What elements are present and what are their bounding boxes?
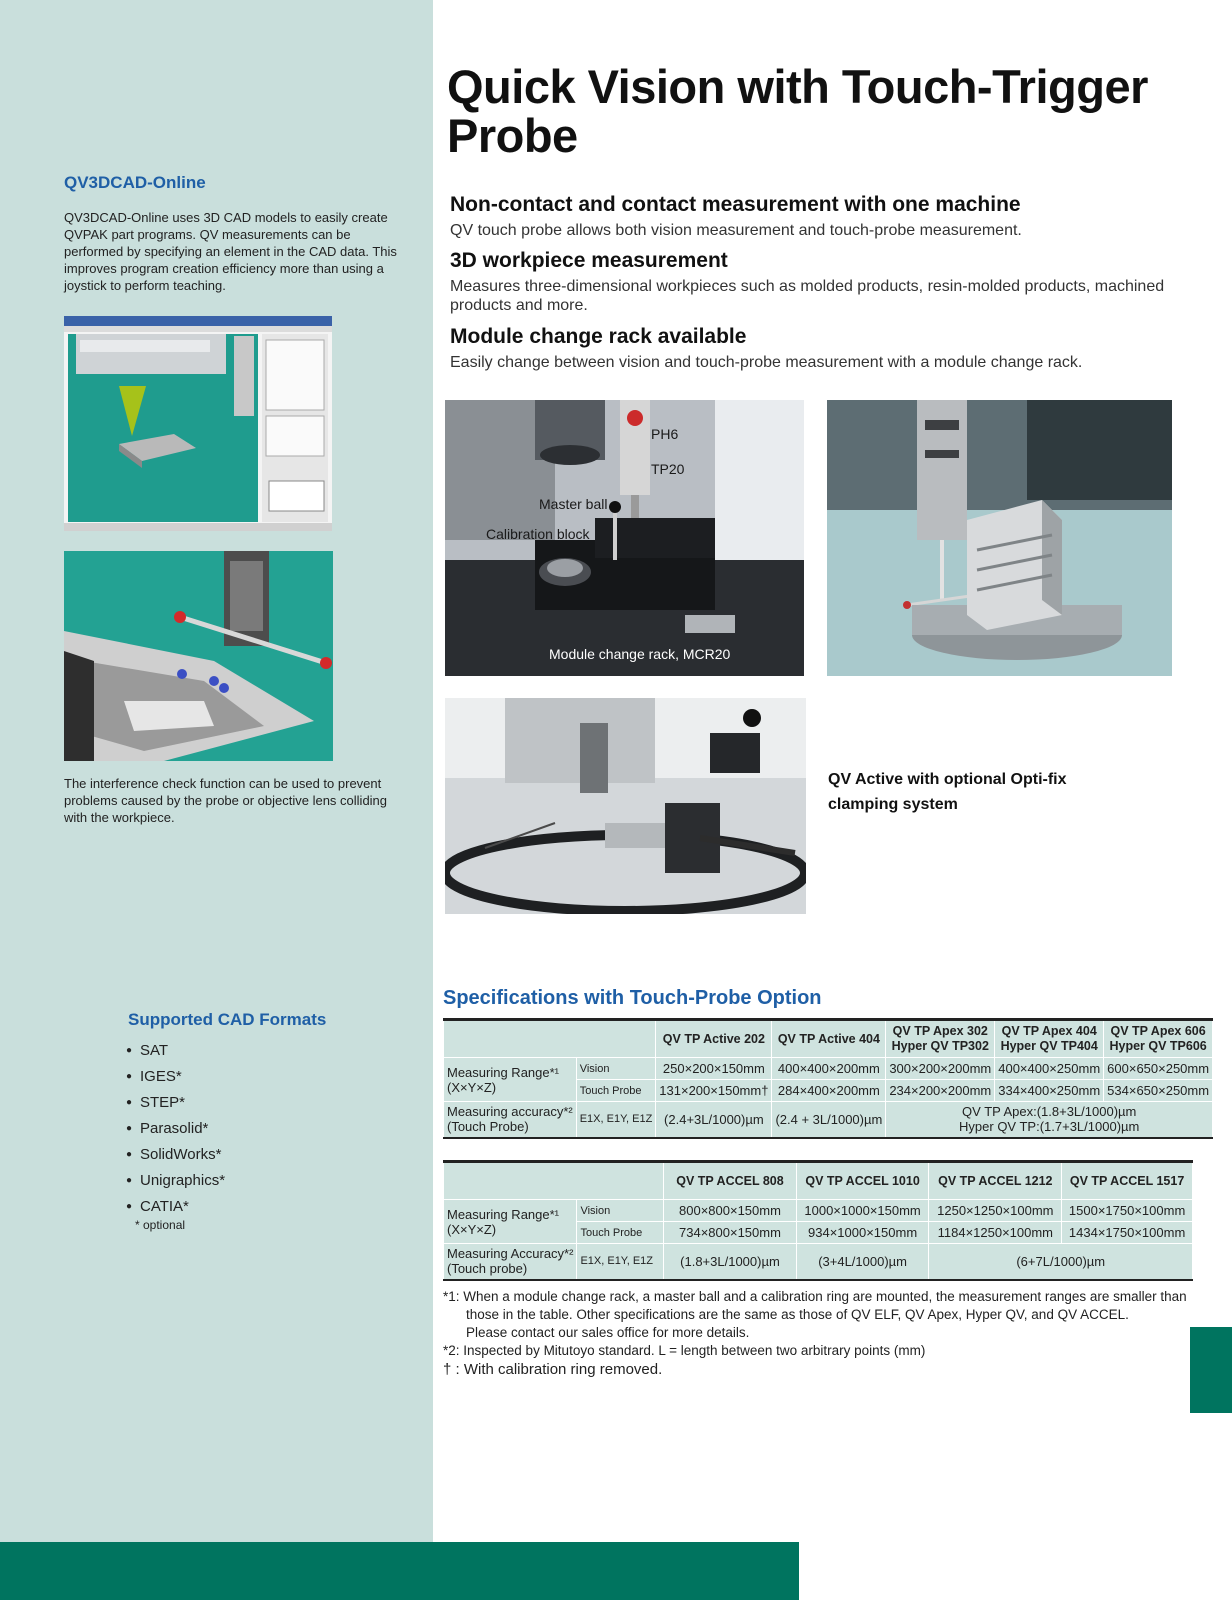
table-cell: 1000×1000×150mm [796, 1200, 929, 1222]
bullet-icon: ● [126, 1071, 133, 1083]
model-header: QV TP ACCEL 1517 [1062, 1162, 1193, 1200]
table-cell: (2.4 + 3L/1000)µm [772, 1102, 886, 1138]
feature-text: Easily change between vision and touch-probe measurement with a module change rack. [450, 354, 1083, 371]
feature-heading: 3D workpiece measurement [450, 249, 728, 272]
cad-format-item: ● IGES* [126, 1064, 225, 1090]
label-ph6: PH6 [651, 426, 679, 442]
specs-table-active-apex [443, 1018, 1213, 1139]
table-cell: 400×400×250mm [995, 1058, 1104, 1080]
qv3dcad-heading: QV3DCAD-Online [64, 173, 206, 192]
bullet-icon: ● [126, 1149, 133, 1161]
cad-format-item: ● STEP* [126, 1090, 225, 1116]
table-row [444, 1200, 1193, 1222]
table-cell: 131×200×150mm† [656, 1080, 772, 1102]
feature-text: QV touch probe allows both vision measurement and touch-probe measurement. [450, 222, 1022, 239]
cad-format-item: ● CATIA* [126, 1194, 225, 1220]
caption-line: clamping system [828, 796, 958, 813]
table-row [444, 1244, 1193, 1280]
label-master-ball: Master ball [539, 496, 608, 512]
sub-label: Touch Probe [576, 1080, 656, 1102]
bullet-icon: ● [126, 1045, 133, 1057]
row-label: Measuring Range*¹ (X×Y×Z) [444, 1058, 577, 1102]
sub-label: Vision [577, 1200, 664, 1222]
footnote-1-cont: Please contact our sales office for more details. [466, 1325, 750, 1340]
cad-format-item: ● SolidWorks* [126, 1142, 225, 1168]
cad-format-item: ● Unigraphics* [126, 1168, 225, 1194]
table-cell-merged: (6+7L/1000)µm [929, 1244, 1193, 1280]
table-cell: (2.4+3L/1000)µm [656, 1102, 772, 1138]
bullet-icon: ● [126, 1175, 133, 1187]
cad-software-screenshot [64, 316, 332, 531]
table-cell: 600×650×250mm [1104, 1058, 1213, 1080]
cad-format-item: ● Parasolid* [126, 1116, 225, 1142]
table-cell: 334×400×250mm [995, 1080, 1104, 1102]
specs-table-accel [443, 1160, 1193, 1281]
footnote-1-cont: those in the table. Other specifications are the same as those of QV ELF, QV Apex, Hyper QV, and QV ACCEL. [466, 1307, 1129, 1322]
touch-probe-workpiece-photo [827, 400, 1172, 676]
bullet-icon: ● [126, 1201, 133, 1213]
specs-heading: Specifications with Touch-Probe Option [443, 987, 822, 1009]
bullet-icon: ● [126, 1123, 133, 1135]
caption-line: QV Active with optional Opti-fix [828, 771, 1067, 788]
model-header: QV TP Apex 302 Hyper QV TP302 [886, 1020, 995, 1058]
qv3dcad-description: QV3DCAD-Online uses 3D CAD models to easily create QVPAK part programs. QV measurements can be performed by specifying an element in the CAD data. This improves program creation efficiency more than using a joystick to perform teaching. [64, 210, 397, 293]
model-header: QV TP ACCEL 808 [664, 1162, 796, 1200]
table-cell: 734×800×150mm [664, 1222, 796, 1244]
table-cell: 234×200×200mm [886, 1080, 995, 1102]
feature-heading: Module change rack available [450, 325, 747, 348]
table-row [444, 1102, 1213, 1138]
table-cell: 934×1000×150mm [796, 1222, 929, 1244]
table-cell: 1500×1750×100mm [1062, 1200, 1193, 1222]
page-edge-tab [1190, 1327, 1232, 1413]
footer-color-bar [0, 1542, 799, 1600]
table-cell: 250×200×150mm [656, 1058, 772, 1080]
sub-label: Vision [576, 1058, 656, 1080]
feature-text: Measures three-dimensional workpieces such as molded products, resin-molded products, machined products and more. [450, 278, 1165, 314]
sub-label: Touch Probe [577, 1222, 664, 1244]
row-label: Measuring Range*¹ (X×Y×Z) [444, 1200, 577, 1244]
label-tp20: TP20 [651, 461, 685, 477]
label-calibration-block: Calibration block [486, 526, 590, 542]
cad-format-item: ● SAT [126, 1038, 225, 1064]
table-cell: 1184×1250×100mm [929, 1222, 1062, 1244]
table-cell: 300×200×200mm [886, 1058, 995, 1080]
table-cell: 400×400×200mm [772, 1058, 886, 1080]
table-cell-merged: QV TP Apex:(1.8+3L/1000)µm Hyper QV TP:(1.7+3L/1000)µm [886, 1102, 1213, 1138]
table-header-row [444, 1162, 1193, 1200]
table-cell: 1250×1250×100mm [929, 1200, 1062, 1222]
table-cell: 534×650×250mm [1104, 1080, 1213, 1102]
footnote-2: *2: Inspected by Mitutoyo standard. L = length between two arbitrary points (mm) [443, 1343, 926, 1358]
accuracy-symbol: E1X, E1Y, E1Z [576, 1102, 656, 1138]
model-header: QV TP Apex 606 Hyper QV TP606 [1104, 1020, 1213, 1058]
interference-check-render [64, 551, 333, 761]
table-cell: (3+4L/1000)µm [796, 1244, 929, 1280]
footnote-3: † : With calibration ring removed. [443, 1361, 663, 1378]
opti-fix-clamping-photo [445, 698, 806, 914]
table-cell: 1434×1750×100mm [1062, 1222, 1193, 1244]
bullet-icon: ● [126, 1097, 133, 1109]
model-header: QV TP Apex 404 Hyper QV TP404 [995, 1020, 1104, 1058]
optional-note: * optional [135, 1218, 186, 1232]
table-row [444, 1058, 1213, 1080]
cad-formats-heading: Supported CAD Formats [128, 1010, 327, 1029]
cad-formats-list [126, 1038, 225, 1220]
label-module-change-rack: Module change rack, MCR20 [549, 646, 731, 662]
model-header: QV TP ACCEL 1212 [929, 1162, 1062, 1200]
interference-check-description: The interference check function can be used to prevent problems caused by the probe or objective lens colliding with the workpiece. [64, 776, 388, 825]
table-cell: 800×800×150mm [664, 1200, 796, 1222]
row-label: Measuring accuracy*² (Touch Probe) [444, 1102, 577, 1138]
footnote-1: *1: When a module change rack, a master ball and a calibration ring are mounted, the measurement ranges are smaller than [443, 1289, 1187, 1304]
model-header: QV TP Active 404 [772, 1020, 886, 1058]
table-cell: (1.8+3L/1000)µm [664, 1244, 796, 1280]
feature-heading: Non-contact and contact measurement with one machine [450, 193, 1021, 216]
model-header: QV TP ACCEL 1010 [796, 1162, 929, 1200]
table-header-row [444, 1020, 1213, 1058]
page-title: Quick Vision with Touch-Trigger Probe [447, 60, 1148, 162]
accuracy-symbol: E1X, E1Y, E1Z [577, 1244, 664, 1280]
table-cell: 284×400×200mm [772, 1080, 886, 1102]
model-header: QV TP Active 202 [656, 1020, 772, 1058]
row-label: Measuring Accuracy*² (Touch probe) [444, 1244, 577, 1280]
opti-fix-caption [828, 767, 1067, 817]
